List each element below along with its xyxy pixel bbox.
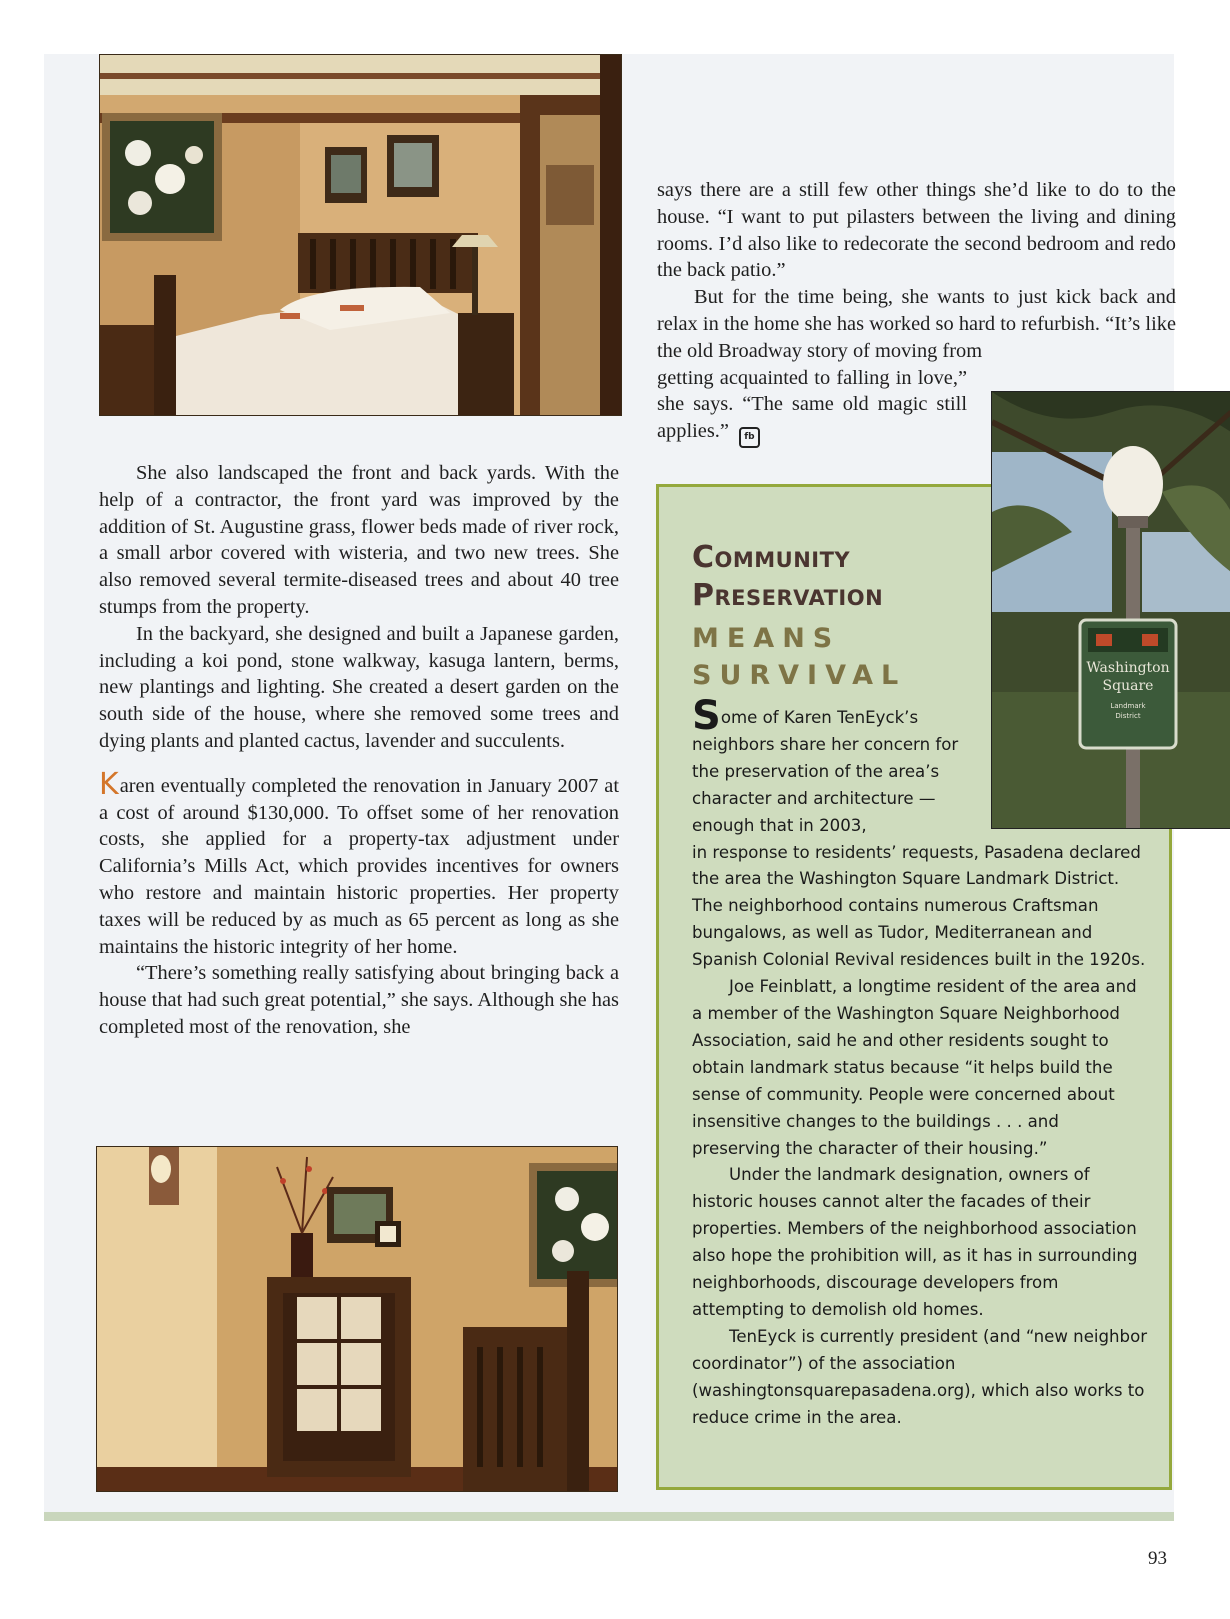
right-paragraph-2: But for the time being, she wants to just kick back and relax in the home she has worked so hard to refurbish. “It’s like the old Broadway story of moving from — [657, 286, 1176, 362]
sidebar-subtitle — [692, 620, 906, 694]
sign-line-2: Square — [1102, 678, 1154, 694]
sidebar-paragraph-1-rest: in response to residents’ requests, Pasadena declared the area the Washington Square Landmark District. The neighborhood contains numerous Craftsman bungalows, as well as Tudor, Mediterranean and Spanish Colonial Revival residences built in the 1920s. — [692, 842, 1146, 970]
bottom-rule — [44, 1512, 1174, 1521]
sidebar-title — [692, 539, 883, 615]
street-lamp-photo — [991, 391, 1230, 829]
right-paragraph-2-narrow — [657, 365, 967, 449]
sidebar-paragraph-4: TenEyck is currently president (and “new neighbor coordinator”) of the association (washingtonsquarepasadena.org), which also works to reduce crime in the area. — [692, 1326, 1148, 1427]
sidebar-paragraph-1-narrow — [692, 693, 962, 840]
sidebar-paragraph-2: Joe Feinblatt, a longtime resident of the area and a member of the Washington Square Neighborhood Association, said he and other residents sought to obtain landmark status because “it helps build the sense of community. People were concerned about insensitive changes to the buildings . . . and preserving the character of their housing.” — [692, 977, 1137, 1158]
sign-line-1: Washington — [1086, 660, 1170, 676]
right-paragraph-1: says there are a still few other things she’d like to do to the house. “I want to put pilasters between the living and dining rooms. I’d also like to redecorate the second bedroom and redo the back patio.” — [657, 179, 1176, 282]
sidebar-subtitle-line-1: MEANS — [692, 623, 841, 654]
sidebar-title-line-1: Community — [692, 540, 851, 575]
sign-line-3: Landmark — [1110, 702, 1146, 710]
page-number: 93 — [1148, 1548, 1167, 1569]
sign-line-4: District — [1115, 712, 1141, 720]
left-paragraph-2: In the backyard, she designed and built a Japanese garden, including a koi pond, stone walkway, kasuga lantern, berms, new plantings and lighting. She created a desert garden on the south side of the house, where she removed some trees and dying plants and planted cactus, lavender and succulents. — [99, 622, 619, 752]
left-column — [99, 460, 619, 1041]
left-paragraph-3 — [99, 766, 619, 961]
left-paragraph-1: She also landscaped the front and back yards. With the help of a contractor, the front yard was improved by the addition of St. Augustine grass, flower beds made of river rock, a small arbor covered with wisteria, and two new trees. She also removed several termite-diseased trees and about 40 tree stumps from the property. — [99, 462, 619, 618]
sidebar-title-line-2: Preservation — [692, 578, 884, 613]
cabinet-photo — [96, 1146, 618, 1492]
sidebar-paragraph-3: Under the landmark designation, owners of historic houses cannot alter the facades of their properties. Members of the neighborhood association also hope the prohibition will, as it has in surrounding neighborhoods, discourage developers from attempting to demolish old homes. — [692, 1165, 1138, 1319]
left-paragraph-4: “There’s something really satisfying about bringing back a house that had such great potential,” she says. Although she has completed most of the renovation, she — [99, 962, 619, 1038]
left-paragraph-3-text: aren eventually completed the renovation in January 2007 at a cost of around $130,000. To offset some of her renovation costs, she applied for a property-tax adjustment under California’s Mills Act, which provides incentives for owners who restore and maintain historic properties. Her property taxes will be reduced by as much as 65 percent as long as she maintains the historic integrity of her home. — [99, 774, 619, 958]
drop-cap-k: K — [99, 766, 119, 802]
sidebar-subtitle-line-2: SURVIVAL — [692, 660, 907, 691]
sidebar-paragraph-1-narrow-text: ome of Karen TenEyck’s neighbors share her concern for the preservation of the area’s character and architecture — enough that in 2003, — [692, 708, 959, 835]
right-paragraph-2-narrow-text: getting acquainted to falling in love,” she says. “The same old magic still applies.” — [657, 366, 967, 443]
bedroom-photo — [99, 54, 622, 416]
end-mark-icon: fb — [739, 427, 760, 448]
drop-cap-s: S — [692, 693, 721, 739]
